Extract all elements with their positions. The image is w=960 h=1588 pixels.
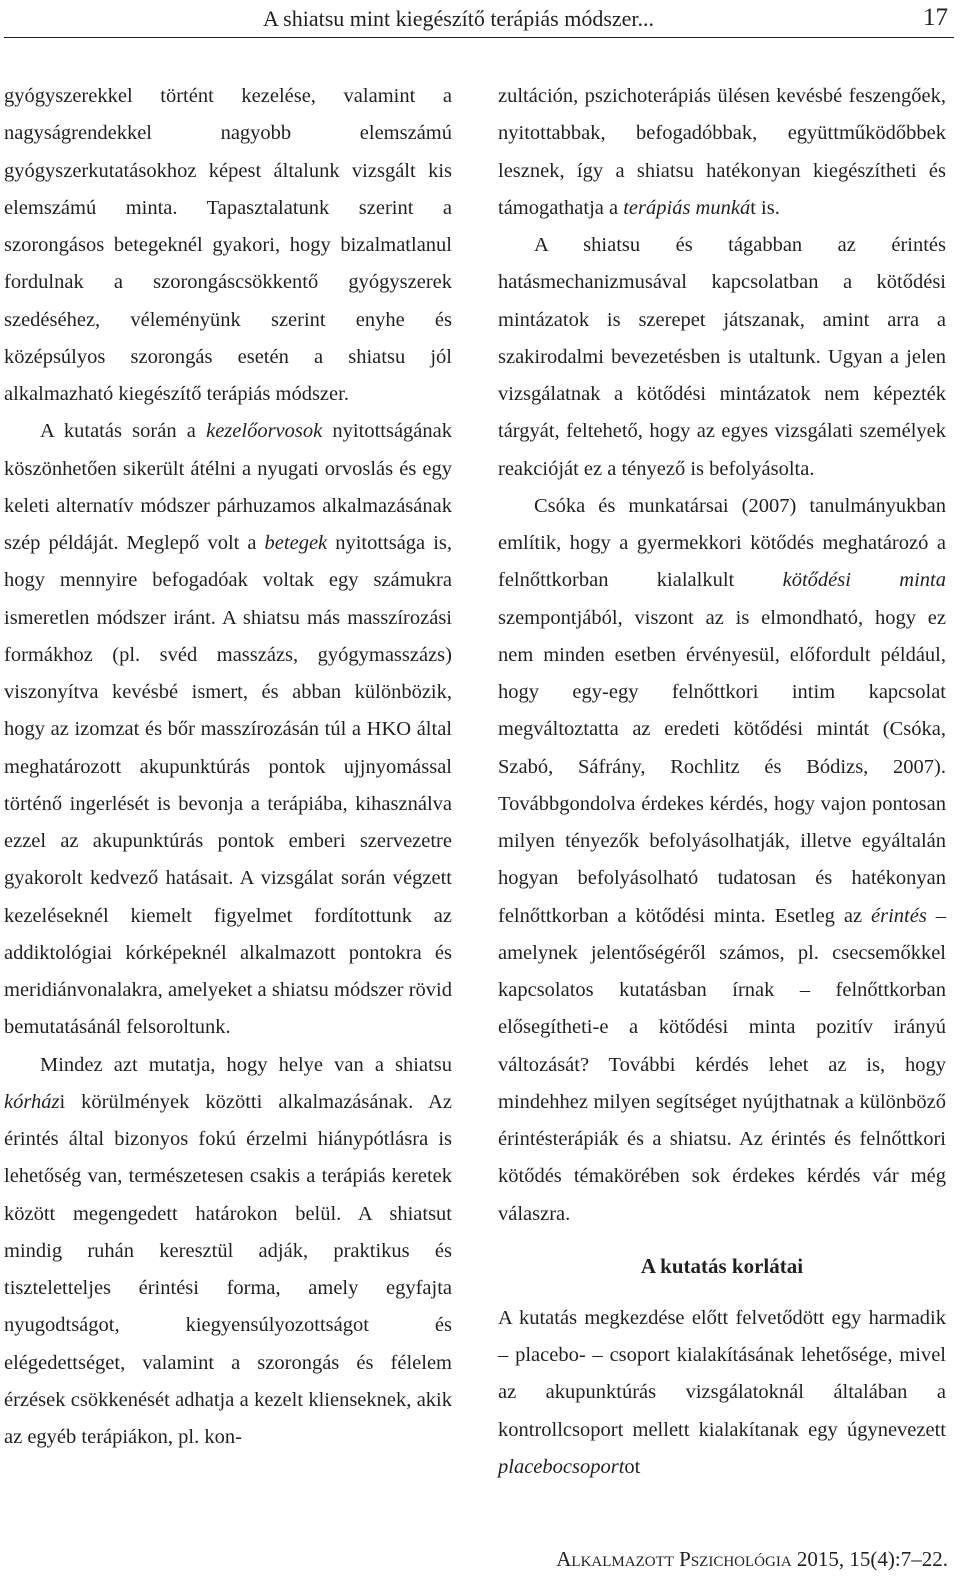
left-column [4, 78, 452, 1456]
italic-run: terápiás munká [623, 196, 751, 219]
right-paragraph-1 [498, 78, 946, 227]
text-run: i körülmények közötti alkalmazásának. Az érintés által bizonyos fokú érzelmi hiánypótlásra is lehetőség van, természetesen csakis a terápiás keretek között megengedett határokon belül. A shiatsut mindig ruhán keresztül adják, praktikus és tiszteletteljes érintési forma, amely egyfajta nyugodtságot, kiegyensúlyozottságot és elégedettséget, valamint a szorongás és félelem érzések csökkenését adhatja a kezelt klienseknek, akik az egyéb terápiákon, pl. kon- [4, 1090, 452, 1448]
right-paragraph-3 [498, 488, 946, 1233]
italic-run: kezelőorvosok [206, 420, 323, 443]
italic-run: betegek [264, 532, 328, 554]
header-rule [4, 37, 954, 38]
running-title: A shiatsu mint kiegészítő terápiás módszer... [263, 6, 655, 31]
text-run: t is. [750, 196, 780, 219]
left-paragraph-2 [4, 413, 452, 1046]
right-column [498, 78, 946, 1486]
text-run: nyitottságának köszönhetően sikerült átélni a nyugati orvoslás és egy keleti alternatív módszer párhuzamos alkalmazásának szép példáját. Meglepő volt a [4, 420, 452, 554]
page-number: 17 [923, 4, 948, 31]
italic-run: placebocsoport [498, 1455, 625, 1478]
running-header [0, 0, 960, 44]
section-heading-limitations: A kutatás korlátai [640, 1253, 804, 1278]
text-run: – amelynek jelentőségéről számos, pl. csecsemőkkel kapcsolatos kutatásban írnak – felnőttkorban elősegítheti-e a kötődési minta pozitív irányú változását? További kérdés lehet az is, hogy mindehhez milyen segítséget nyújthatnak a különböző érintésterápiák és a shiatsu. Az érintés és felnőttkori kötődés témakörében sok érdekes kérdés vár még válaszra. [498, 904, 947, 1225]
italic-run: kötődési minta [782, 569, 946, 592]
italic-run: kórház [4, 1090, 60, 1113]
right-paragraph-2: A shiatsu és tágabban az érintés hatásmechanizmusával kapcsolatban a kötődési mintázatok is szerepet játszanak, amint arra a szakirodalmi bevezetésben is utaltunk. Ugyan a jelen vizsgálatnak a kötődési mintázatok nem képezték tárgyát, feltehető, hogy az egyes vizsgálati személyek reakcióját ez a tényező is befolyásolta. [498, 234, 946, 480]
text-run: szempontjából, viszont az is elmondható, hogy ez nem minden esetben érvényesül, előfordult például, hogy egy-egy felnőttkori intim kapcsolat megváltoztatta az eredeti kötődési mintát (Csóka, Szabó, Sáfrány, Rochlitz és Bódizs, 2007). Továbbgondolva érdekes kérdés, hogy vajon pontosan milyen tényezők befolyásolhatják, illetve egyáltalán hogyan befolyásolható tudatosan és hatékonyan felnőttkorban a kötődési minta. Esetleg az [498, 606, 946, 927]
text-run: Mindez azt mutatja, hogy helye van a shiatsu [40, 1053, 452, 1076]
italic-run: érintés [871, 904, 927, 927]
left-paragraph-1: gyógyszerekkel történt kezelése, valamint a nagyságrendekkel nagyobb elemszámú gyógyszerkutatásokhoz képest általunk vizsgált kis elemszámú minta. Tapasztalatunk szerint a szorongásos betegeknél gyakori, hogy bizalmatlanul fordulnak a szorongáscsökkentő gyógyszerek szedéséhez, véleményünk szerint enyhe és középsúlyos szorongás esetén a shiatsu jól alkalmazható kiegészítő terápiás módszer. [4, 85, 452, 405]
right-paragraph-4 [498, 1300, 946, 1486]
left-paragraph-3 [4, 1047, 452, 1457]
text-run: Csóka és munkatársai (2007) tanulmányukban említik, hogy a gyermekkori kötődés meghatározó a felnőttkorban kialalkult [498, 494, 946, 592]
text-run: A kutatás megkezdése előtt felvetődött egy harmadik – placebo- – csoport kialakításának lehetősége, mivel az akupunktúrás vizsgálatoknál általában a kontrollcsoport mellett kialakítanak egy úgynevezett [498, 1306, 946, 1441]
journal-footer: Alkalmazott Pszichológia 2015, 15(4):7–22. [556, 1547, 948, 1571]
text-run: zultáción, pszichoterápiás ülésen kevésbé feszengőek, nyitottabbak, befogadóbbak, együttműködőbbek lesznek, így a shiatsu hatékonyan kiegészítheti és támogathatja a [498, 85, 946, 219]
text-run: ot [624, 1455, 641, 1478]
text-run: nyitottsága is, hogy mennyire befogadóak voltak egy számukra ismeretlen módszer iránt. A shiatsu más masszírozási formákhoz (pl. svéd masszázs, gyógymasszázs) viszonyítva kevésbé ismert, és abban különbözik, hogy az izomzat és bőr masszírozásán túl a HKO által meghatározott akupunktúrás pontok ujjnyomással történő ingerlését is bevonja a terápiába, kihasználva ezzel az akupunktúrás pontok emberi szervezetre gyakorolt kedvező hatásait. A vizsgálat során végzett kezeléseknél kiemelt figyelmet fordítottunk az addiktológiai kórképeknél alkalmazott pontokra és meridiánvonalakra, amelyeket a shiatsu módszer rövid bemutatásánál felsoroltunk. [4, 532, 452, 1039]
text-run: A kutatás során a [40, 420, 207, 443]
